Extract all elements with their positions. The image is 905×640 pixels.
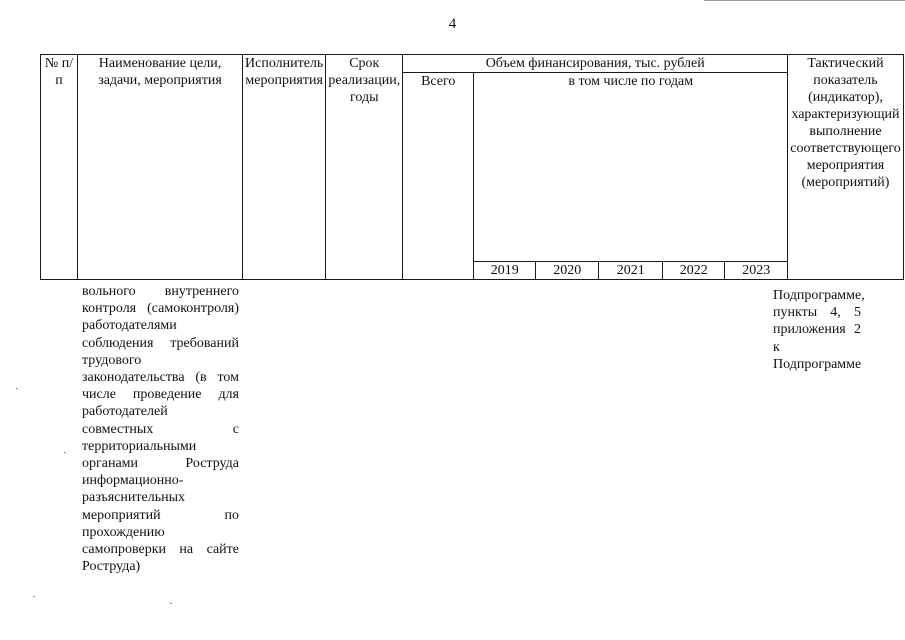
indicator-reference: Подпрограмме, пункты 4, 5 приложения 2 к Подпрограмме	[773, 288, 865, 372]
program-table-header	[40, 54, 904, 280]
col-year-2020: 2020	[536, 262, 599, 280]
col-by-years-header: в том числе по годам	[474, 73, 788, 262]
col-indicator-header: Тактический показатель (индикатор), характеризующий выполнение соответствующего мероприятия (мероприятий)	[788, 55, 903, 280]
scan-speck	[170, 603, 172, 604]
col-num-header: № п/п	[41, 55, 78, 280]
col-year-2019: 2019	[474, 262, 536, 280]
task-description: вольного внутреннего контроля (самоконтроля) работодателями соблюдения требований трудового законодательства (в том числе проведение для работодателей совместных с территориальными органами Роструда информационно-разъяснительных мероприятий по прохождению самопроверки на сайте Роструда)	[82, 284, 239, 575]
scan-speck	[33, 596, 35, 597]
col-year-2023: 2023	[725, 262, 788, 280]
col-term-header: Срок реализации, годы	[326, 55, 403, 280]
col-funding-header: Объем финансирования, тыс. рублей	[403, 55, 788, 73]
col-year-2021: 2021	[599, 262, 663, 280]
scan-speck	[16, 388, 18, 389]
scan-speck	[64, 452, 66, 453]
scan-edge-line	[704, 0, 905, 1]
col-executor-header: Исполнитель мероприятия	[243, 55, 326, 280]
col-name-header: Наименование цели, задачи, мероприятия	[78, 55, 243, 280]
col-total-header: Всего	[403, 73, 474, 280]
page-number: 4	[448, 16, 457, 32]
col-year-2022: 2022	[663, 262, 725, 280]
